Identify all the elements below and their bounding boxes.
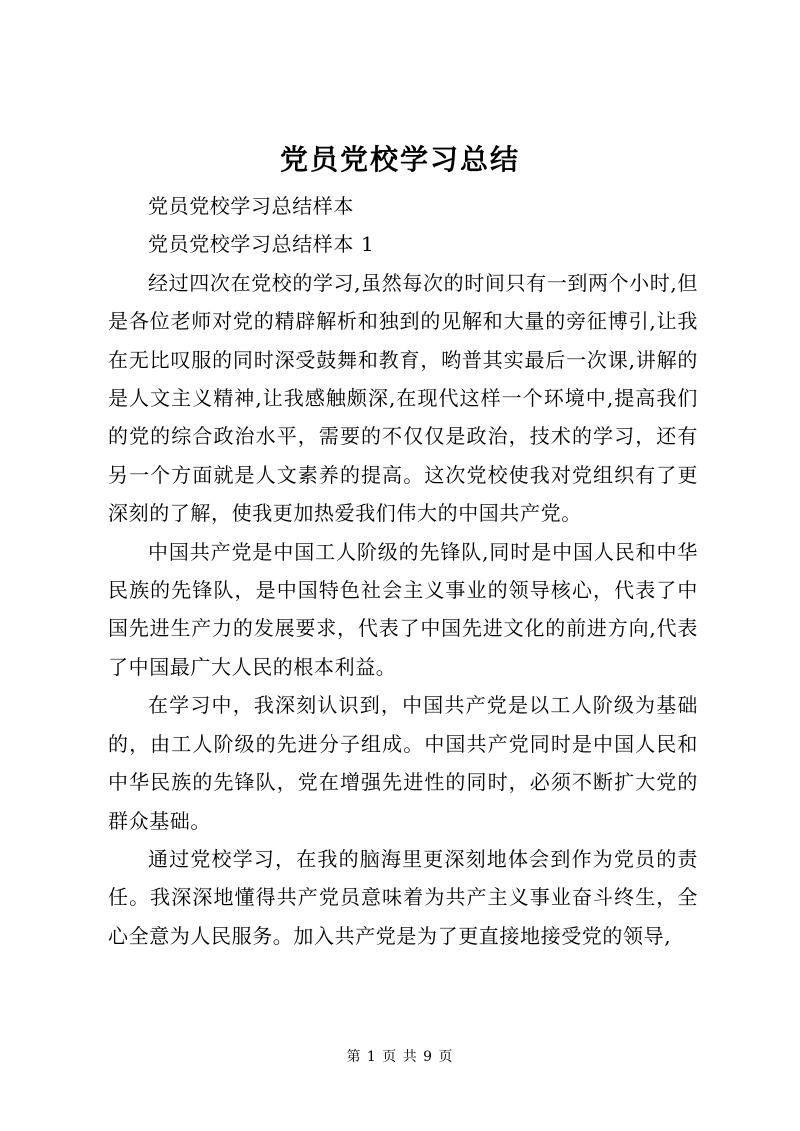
paragraph-3: 在学习中，我深刻认识到，中国共产党是以工人阶级为基础的，由工人阶级的先进分子组成。中国共产党同时是中国人民和中华民族的先锋队，党在增强先进性的同时，必须不断扩大党的群众基础。 — [108, 693, 698, 833]
document-body — [108, 187, 698, 955]
page-number-footer: 第 1 页 共 9 页 — [346, 1049, 454, 1065]
paragraph-sample-heading: 党员党校学习总结样本 1 — [148, 232, 375, 257]
paragraph-4: 通过党校学习，在我的脑海里更深刻地体会到作为党员的责任。我深深地懂得共产党员意味着为共产主义事业奋斗终生，全心全意为人民服务。加入共产党是为了更直接地接受党的领导, — [108, 846, 698, 948]
paragraph-2: 中国共产党是中国工人阶级的先锋队,同时是中国人民和中华民族的先锋队，是中国特色社会主义事业的领导核心，代表了中国先进生产力的发展要求，代表了中国先进文化的前进方向,代表了中国最广大人民的根本利益。 — [108, 539, 698, 679]
paragraph-subtitle: 党员党校学习总结样本 — [148, 194, 354, 218]
paragraph-1: 经过四次在党校的学习,虽然每次的时间只有一到两个小时,但是各位老师对党的精辟解析和独到的见解和大量的旁征博引,让我在无比叹服的同时深受鼓舞和教育，哟普其实最后一次课,讲解的是人文主义精神,让我感触颇深,在现代这样一个环境中,提高我们的党的综合政治水平，需要的不仅仅是政治，技术的学习，还有另一个方面就是人文素养的提高。这次党校使我对党组织有了更深刻的了解，使我更加热爱我们伟大的中国共产党。 — [108, 270, 698, 526]
document-title: 党员党校学习总结 — [279, 143, 520, 176]
